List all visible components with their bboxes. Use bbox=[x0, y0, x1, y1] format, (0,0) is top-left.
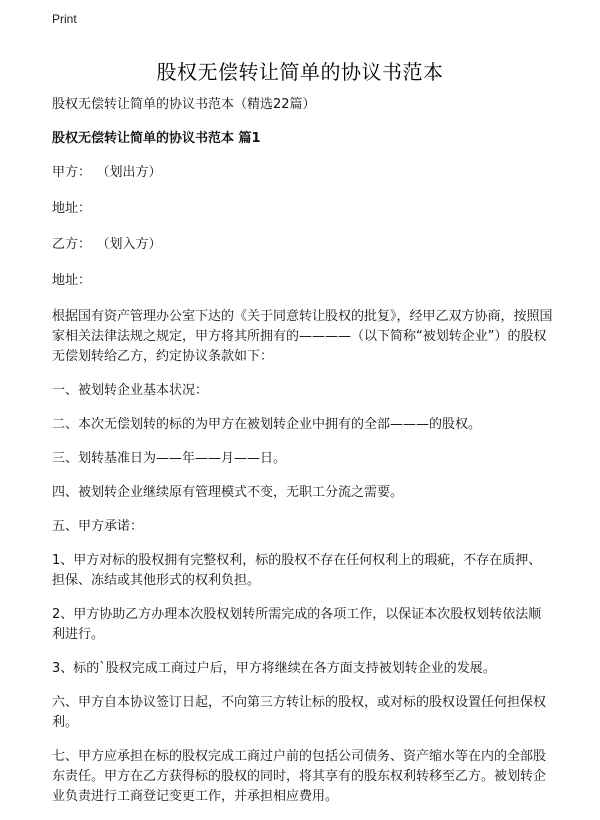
paragraph-clause-5: 五、甲方承诺： bbox=[52, 519, 144, 534]
party-a-value: （划出方） bbox=[103, 165, 162, 180]
address-b-line bbox=[52, 271, 554, 291]
paragraph-clause-6: 六、甲方自本协议签订日起，不向第三方转让标的股权，或对标的股权设置任何担保权利。 bbox=[52, 695, 547, 730]
paragraph-clause-7: 七、甲方应承担在标的股权完成工商过户前的包括公司债务、资产缩水等在内的全部股东责任。甲方在乙方获得标的股权的同时，将其享有的股东权利转移至乙方。被划转企业负责进行工商登记变更工作，并承担相应费用。 bbox=[52, 749, 547, 804]
party-b-value: （划入方） bbox=[103, 237, 162, 252]
paragraph-clause-4: 四、被划转企业继续原有管理模式不变，无职工分流之需要。 bbox=[52, 485, 404, 500]
document-title: 股权无偿转让简单的协议书范本 bbox=[156, 60, 444, 84]
address-a-line bbox=[52, 199, 554, 219]
party-b-line bbox=[52, 235, 554, 255]
print-link[interactable]: Print bbox=[52, 12, 77, 26]
paragraph-clause-1: 一、被划转企业基本状况： bbox=[52, 383, 209, 398]
paragraph-clause-2: 二、本次无偿划转的标的为甲方在被划转企业中拥有的全部———的股权。 bbox=[52, 417, 482, 432]
document-subtitle: 股权无偿转让简单的协议书范本（精选22篇） bbox=[52, 97, 316, 112]
paragraph-item-3: 3、标的`股权完成工商过户后，甲方将继续在各方面支持被划转企业的发展。 bbox=[52, 661, 496, 676]
document-body bbox=[52, 95, 554, 820]
address-a-label: 地址： bbox=[52, 201, 92, 216]
party-a-label: 甲方： bbox=[52, 165, 92, 180]
paragraph-item-1: 1、甲方对标的股权拥有完整权利，标的股权不存在任何权利上的瑕疵，不存在质押、担保、冻结或其他形式的权利负担。 bbox=[52, 553, 542, 588]
paragraph-preamble: 根据国有资产管理办公室下达的《关于同意转让股权的批复》，经甲乙双方协商，按照国家相关法律法规之规定，甲方将其所拥有的————（以下简称“被划转企业”）的股权无偿划转给乙方，约定协议条款如下： bbox=[52, 309, 553, 364]
party-b-label: 乙方： bbox=[52, 237, 92, 252]
party-a-line bbox=[52, 163, 554, 183]
paragraph-clause-3: 三、划转基准日为——年——月——日。 bbox=[52, 451, 287, 466]
section-heading: 股权无偿转让简单的协议书范本 篇1 bbox=[52, 131, 261, 146]
paragraph-item-2: 2、甲方协助乙方办理本次股权划转所需完成的各项工作，以保证本次股权划转依法顺利进行。 bbox=[52, 607, 542, 642]
address-b-label: 地址： bbox=[52, 273, 92, 288]
